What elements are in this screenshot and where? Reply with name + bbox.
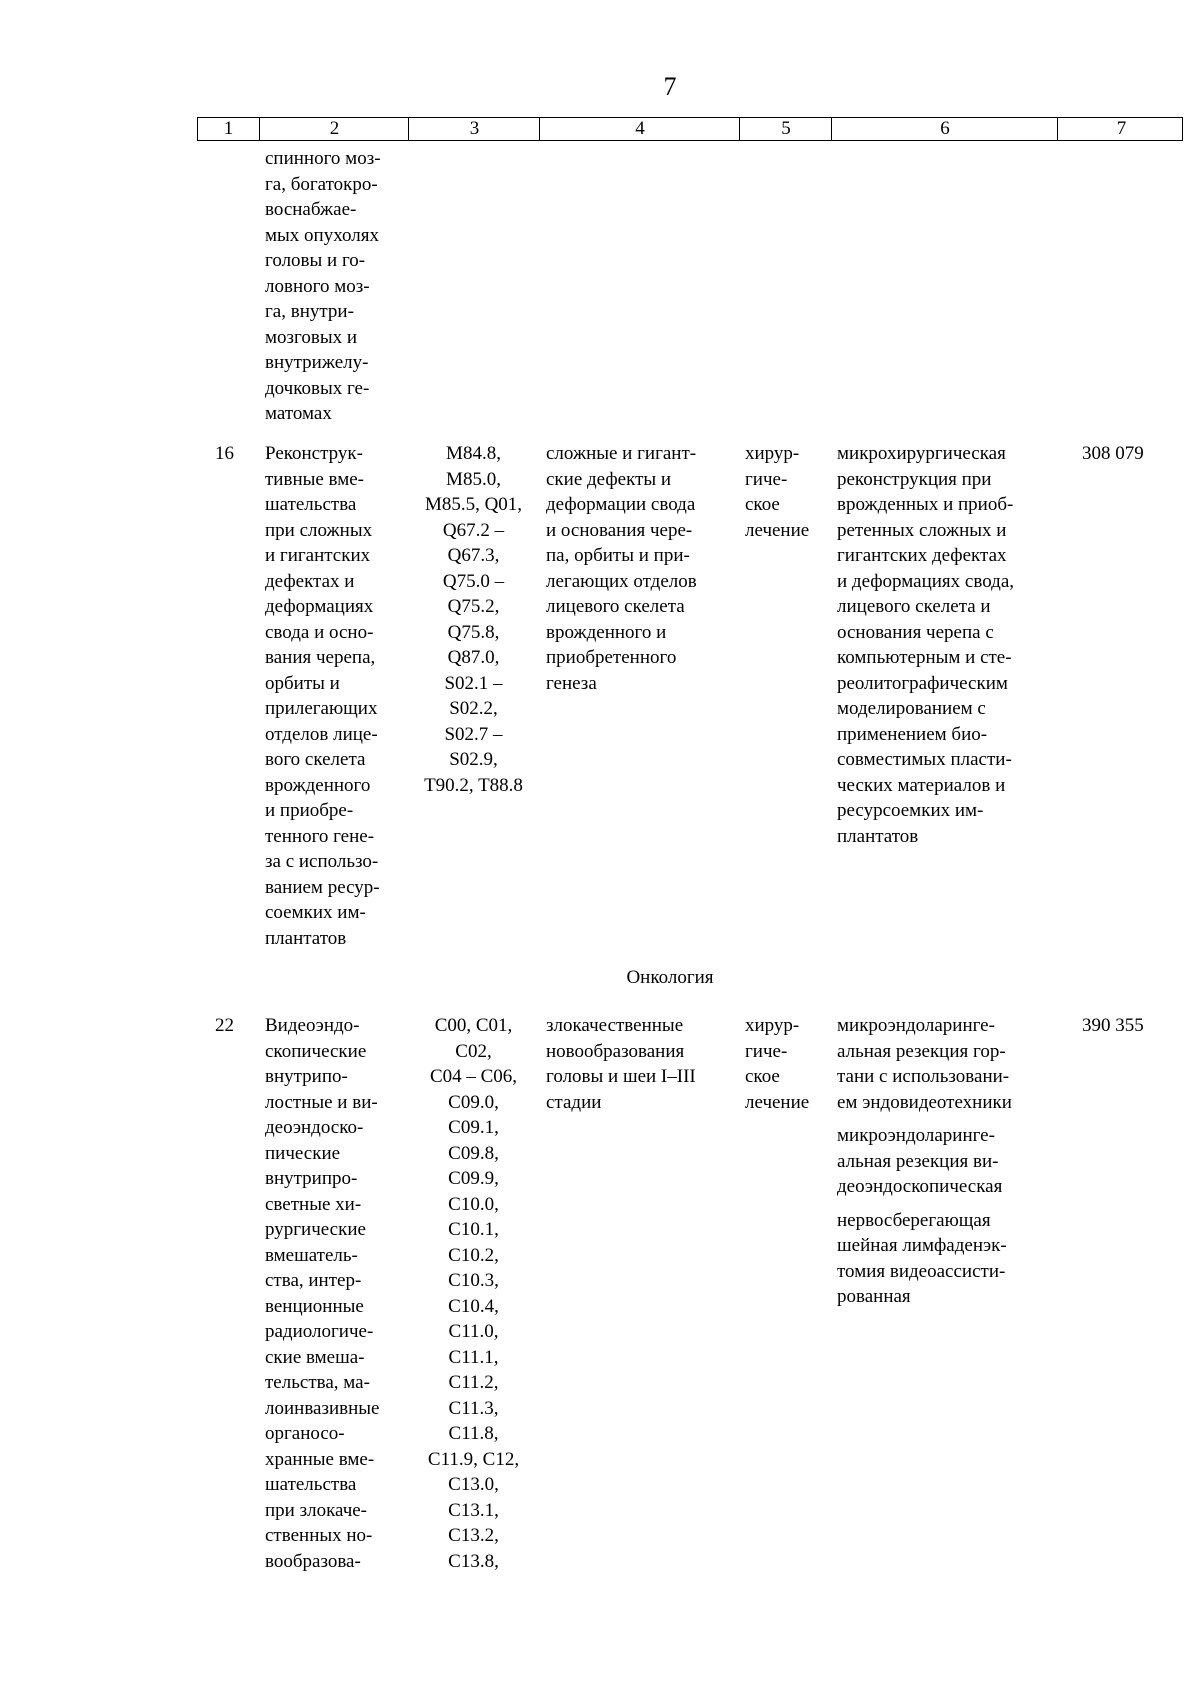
- text-line: тани с использовани-: [837, 1066, 1010, 1087]
- row-22-number: 22: [215, 1015, 234, 1036]
- row-16-procedure: [265, 441, 380, 951]
- text-line: моделированием с: [837, 698, 986, 719]
- text-line: C11.3,: [448, 1397, 499, 1419]
- text-line: дочковых ге-: [265, 377, 370, 399]
- text-line: микроэндоларинге-: [837, 1015, 995, 1036]
- text-line: вого скелета: [265, 749, 366, 770]
- text-line: генеза: [546, 672, 597, 694]
- text-line: и приобре-: [265, 800, 354, 821]
- text-line: хранные вме-: [265, 1448, 375, 1470]
- text-line: прилегающих: [265, 698, 378, 719]
- text-line: T90.2, T88.8: [424, 774, 523, 796]
- text-line: шательства: [265, 494, 357, 515]
- text-line: C13.2,: [448, 1525, 499, 1546]
- text-line: C00, C01,: [434, 1015, 513, 1036]
- text-line: C10.2,: [448, 1244, 499, 1266]
- text-line: врожденного: [265, 774, 371, 796]
- text-line: совместимых пласти-: [837, 749, 1012, 770]
- text-line: стадии: [546, 1091, 602, 1113]
- text-line: реконструкция при: [837, 468, 992, 490]
- text-line: C11.1,: [448, 1346, 499, 1368]
- text-line: головы и шеи I–III: [546, 1066, 696, 1087]
- text-line: пические: [265, 1142, 341, 1164]
- header-col-5: 5: [739, 118, 832, 140]
- text-line: дефектах и: [265, 570, 355, 592]
- text-line: альная резекция гор-: [837, 1040, 1006, 1062]
- row-22-diagnosis: [546, 1013, 696, 1115]
- text-line: S02.1 –: [444, 672, 503, 694]
- text-line: ское: [745, 1066, 780, 1087]
- text-line: реолитографическим: [837, 672, 1008, 694]
- text-line: лечение: [745, 1091, 810, 1113]
- header-col-1: 1: [223, 118, 234, 139]
- text-line: C02,: [455, 1040, 492, 1062]
- text-line: ственных но-: [265, 1525, 373, 1546]
- method-item: [837, 1123, 1012, 1200]
- text-line: Q67.3,: [447, 545, 500, 566]
- text-line: Q75.0 –: [442, 570, 505, 592]
- method-item: [837, 1013, 1012, 1115]
- header-col-7: 7: [1057, 118, 1185, 140]
- text-line: орбиты и: [265, 672, 340, 694]
- text-line: хирур-: [745, 1015, 800, 1036]
- text-line: ское: [745, 494, 780, 515]
- text-line: нервосберегающая: [837, 1209, 991, 1231]
- text-line: скопические: [265, 1040, 367, 1062]
- text-line: M85.5, Q01,: [424, 494, 523, 515]
- text-line: ловного моз-: [265, 275, 370, 297]
- text-line: матомах: [265, 403, 332, 424]
- text-line: C10.1,: [448, 1219, 499, 1240]
- text-line: C11.8,: [448, 1423, 499, 1444]
- text-line: микроэндоларинге-: [837, 1125, 995, 1146]
- text-line: S02.2,: [449, 698, 498, 719]
- row-16-methods: [837, 441, 1014, 849]
- text-line: спинного моз-: [265, 148, 381, 169]
- continuation-col2: [265, 146, 381, 427]
- text-line: тивные вме-: [265, 468, 364, 490]
- text-line: C04 – C06,: [429, 1066, 518, 1087]
- text-line: вообразова-: [265, 1550, 361, 1572]
- text-line: га, богатокро-: [265, 173, 378, 195]
- text-line: головы и го-: [265, 250, 366, 271]
- text-line: деоэндоско-: [265, 1117, 364, 1138]
- page-number: 7: [663, 72, 677, 101]
- table-header: [197, 117, 1183, 141]
- text-line: злокачественные: [546, 1015, 684, 1036]
- text-line: и деформациях свода,: [837, 570, 1015, 592]
- text-line: лицевого скелета и: [837, 596, 991, 617]
- text-line: легающих отделов: [546, 570, 697, 592]
- section-title: Онкология: [626, 967, 714, 988]
- text-line: ства, интер-: [265, 1270, 362, 1291]
- text-line: отделов лице-: [265, 723, 378, 745]
- text-line: и гигантских: [265, 545, 371, 566]
- text-line: рургические: [265, 1219, 366, 1240]
- text-line: M84.8,: [446, 443, 501, 464]
- text-line: плантатов: [837, 825, 919, 847]
- text-line: микрохирургическая: [837, 443, 1006, 464]
- text-line: ческих материалов и: [837, 774, 1006, 796]
- row-22-procedure: [265, 1013, 379, 1574]
- row-16-treatment: [745, 441, 809, 543]
- text-line: деформации свода: [546, 494, 696, 515]
- text-line: гиче-: [745, 468, 788, 490]
- text-line: лостные и ви-: [265, 1091, 378, 1113]
- text-line: плантатов: [265, 927, 347, 949]
- text-line: Q75.8,: [447, 621, 500, 643]
- text-line: S02.9,: [449, 749, 498, 770]
- text-line: гиче-: [745, 1040, 788, 1062]
- text-line: радиологиче-: [265, 1321, 374, 1342]
- text-line: C09.0,: [448, 1091, 499, 1113]
- text-line: шейная лимфаденэк-: [837, 1235, 1007, 1256]
- row-22-treatment: [745, 1013, 809, 1115]
- text-line: шательства: [265, 1474, 357, 1495]
- text-line: врожденных и приоб-: [837, 494, 1014, 515]
- text-line: C11.0,: [448, 1321, 499, 1342]
- text-line: врожденного и: [546, 621, 667, 643]
- text-line: C13.0,: [448, 1474, 499, 1495]
- text-line: Q87.0,: [447, 647, 500, 668]
- text-line: M85.0,: [446, 468, 501, 490]
- text-line: при сложных: [265, 519, 373, 541]
- text-line: ем эндовидеотехники: [837, 1091, 1012, 1113]
- text-line: и основания чере-: [546, 519, 693, 541]
- text-line: внутрижелу-: [265, 352, 369, 373]
- text-line: деформациях: [265, 596, 374, 617]
- text-line: C10.3,: [448, 1270, 499, 1291]
- text-line: альная резекция ви-: [837, 1150, 999, 1172]
- text-line: при злокаче-: [265, 1499, 368, 1521]
- row-16-cost: 308 079: [1082, 443, 1144, 464]
- text-line: тенного гене-: [265, 825, 375, 847]
- text-line: C13.1,: [448, 1499, 499, 1521]
- text-line: ретенных сложных и: [837, 519, 1007, 541]
- text-line: лоинвазивные: [265, 1397, 380, 1419]
- text-line: C09.1,: [448, 1117, 499, 1138]
- row-22-icd-codes: [408, 1013, 539, 1574]
- text-line: деоэндоскопическая: [837, 1176, 1003, 1197]
- text-line: C09.8,: [448, 1142, 499, 1164]
- text-line: C10.4,: [448, 1295, 499, 1317]
- header-col-6: 6: [831, 118, 1058, 140]
- text-line: вания черепа,: [265, 647, 376, 668]
- text-line: Q67.2 –: [442, 519, 505, 541]
- text-line: компьютерным и сте-: [837, 647, 1012, 668]
- text-line: C11.9, C12,: [427, 1448, 520, 1470]
- text-line: соемких им-: [265, 902, 366, 923]
- text-line: лечение: [745, 519, 810, 541]
- text-line: применением био-: [837, 723, 988, 745]
- text-line: C09.9,: [448, 1168, 499, 1189]
- text-line: тельства, ма-: [265, 1372, 370, 1393]
- text-line: внутрипо-: [265, 1066, 348, 1087]
- text-line: внутрипро-: [265, 1168, 358, 1189]
- text-line: основания черепа с: [837, 621, 994, 643]
- text-line: га, внутри-: [265, 301, 354, 322]
- text-line: ские дефекты и: [546, 468, 672, 490]
- text-line: светные хи-: [265, 1193, 362, 1215]
- text-line: органосо-: [265, 1423, 345, 1444]
- text-line: рованная: [837, 1286, 911, 1307]
- text-line: ресурсоемких им-: [837, 800, 984, 821]
- text-line: венционные: [265, 1295, 364, 1317]
- text-line: свода и осно-: [265, 621, 374, 643]
- text-line: сложные и гигант-: [546, 443, 697, 464]
- header-col-3: 3: [408, 118, 540, 140]
- text-line: томия видеоассисти-: [837, 1260, 1006, 1282]
- text-line: C10.0,: [448, 1193, 499, 1215]
- text-line: C11.2,: [448, 1372, 499, 1393]
- text-line: ванием ресур-: [265, 876, 380, 898]
- row-22-methods: [837, 1013, 1012, 1310]
- method-item: [837, 441, 1014, 849]
- row-16-diagnosis: [546, 441, 697, 696]
- text-line: гигантских дефектах: [837, 545, 1007, 566]
- text-line: лицевого скелета: [546, 596, 685, 617]
- text-line: воснабжае-: [265, 199, 357, 220]
- text-line: новообразования: [546, 1040, 685, 1062]
- text-line: хирур-: [745, 443, 800, 464]
- text-line: па, орбиты и при-: [546, 545, 690, 566]
- text-line: ские вмеша-: [265, 1346, 365, 1368]
- text-line: Видеоэндо-: [265, 1015, 360, 1036]
- text-line: приобретенного: [546, 647, 677, 668]
- text-line: мых опухолях: [265, 224, 379, 246]
- text-line: мозговых и: [265, 326, 358, 348]
- row-22-cost: 390 355: [1082, 1015, 1144, 1036]
- text-line: за с использо-: [265, 851, 379, 872]
- text-line: C13.8,: [448, 1550, 499, 1572]
- text-line: вмешатель-: [265, 1244, 358, 1266]
- header-col-2: 2: [259, 118, 409, 140]
- header-col-4: 4: [539, 118, 740, 140]
- row-16-number: 16: [215, 443, 234, 464]
- text-line: Реконструк-: [265, 443, 363, 464]
- method-item: [837, 1208, 1012, 1310]
- text-line: S02.7 –: [444, 723, 503, 745]
- row-16-icd-codes: [408, 441, 539, 798]
- text-line: Q75.2,: [447, 596, 500, 617]
